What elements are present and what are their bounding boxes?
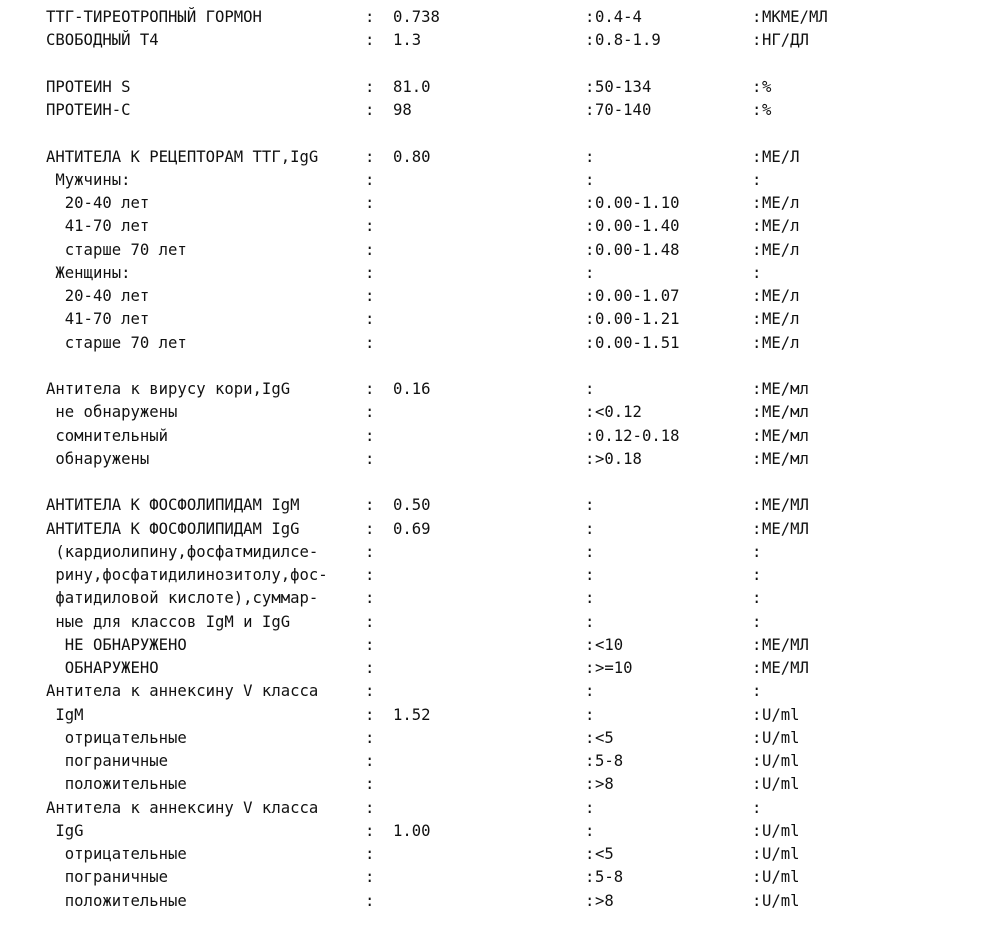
unit-separator: : (752, 821, 762, 840)
unit: U/ml (762, 845, 800, 863)
result-row (0, 99, 1000, 122)
test-name: 41-70 лет (46, 217, 150, 236)
lab-results-sheet (0, 6, 1000, 913)
reference-separator: : (585, 170, 595, 189)
name-separator: : (365, 287, 375, 305)
name-separator: : (365, 612, 375, 631)
result-row (0, 843, 1000, 866)
test-name: ПРОТЕИН S (46, 77, 131, 96)
reference-separator: : (585, 891, 595, 910)
unit: МЕ/МЛ (762, 635, 809, 654)
reference-separator: : (585, 217, 595, 236)
reference-range: 5-8 (595, 868, 624, 887)
result-row (0, 378, 1000, 401)
unit-separator: : (752, 496, 762, 515)
unit-separator: : (752, 77, 762, 96)
reference-range: >=10 (595, 659, 633, 677)
reference-range: 0.00-1.07 (595, 287, 680, 305)
reference-separator: : (585, 380, 595, 398)
test-name: Антитела к аннексину V класса (46, 682, 319, 701)
unit-separator: : (752, 566, 762, 584)
test-name: СВОБОДНЫЙ Т4 (46, 31, 159, 50)
test-name: 20-40 лет (46, 194, 150, 212)
name-separator: : (365, 8, 375, 26)
blank-line (0, 355, 1000, 378)
test-name: IgG (46, 821, 84, 840)
name-separator: : (365, 845, 375, 863)
result-row (0, 29, 1000, 52)
unit: МЕ/МЛ (762, 519, 809, 538)
reference-separator: : (585, 287, 595, 305)
unit-separator: : (752, 403, 762, 422)
unit: МЕ/л (762, 240, 800, 259)
name-separator: : (365, 217, 375, 236)
reference-separator: : (585, 612, 595, 631)
unit: U/ml (762, 821, 800, 840)
test-name: обнаружены (46, 449, 150, 468)
test-name: ные для классов IgM и IgG (46, 612, 291, 631)
reference-range: <0.12 (595, 403, 642, 422)
unit-separator: : (752, 775, 762, 794)
name-separator: : (365, 77, 375, 96)
result-value: 1.52 (393, 705, 431, 724)
name-separator: : (365, 170, 375, 189)
blank-line (0, 122, 1000, 145)
result-row (0, 890, 1000, 913)
unit: МЕ/л (762, 333, 800, 352)
unit: МЕ/МЛ (762, 659, 809, 677)
reference-separator: : (585, 426, 595, 445)
reference-range: 0.12-0.18 (595, 426, 680, 445)
test-name: НЕ ОБНАРУЖЕНО (46, 635, 187, 654)
name-separator: : (365, 798, 375, 817)
reference-separator: : (585, 147, 595, 166)
unit: U/ml (762, 752, 800, 770)
result-row (0, 704, 1000, 727)
reference-range: >8 (595, 891, 614, 910)
reference-separator: : (585, 240, 595, 259)
unit-separator: : (752, 333, 762, 352)
unit-separator: : (752, 728, 762, 747)
test-name: 41-70 лет (46, 310, 150, 329)
blank-line (0, 53, 1000, 76)
name-separator: : (365, 868, 375, 887)
reference-range: 5-8 (595, 752, 624, 770)
result-row (0, 425, 1000, 448)
test-name: 20-40 лет (46, 287, 150, 305)
unit-separator: : (752, 194, 762, 212)
unit-separator: : (752, 263, 762, 282)
result-row (0, 215, 1000, 238)
reference-separator: : (585, 682, 595, 701)
name-separator: : (365, 426, 375, 445)
result-row (0, 587, 1000, 610)
reference-range: >0.18 (595, 449, 642, 468)
name-separator: : (365, 449, 375, 468)
unit: U/ml (762, 705, 800, 724)
name-separator: : (365, 659, 375, 677)
name-separator: : (365, 333, 375, 352)
reference-separator: : (585, 845, 595, 863)
unit-separator: : (752, 891, 762, 910)
reference-separator: : (585, 101, 595, 119)
unit-separator: : (752, 380, 762, 398)
unit-separator: : (752, 589, 762, 608)
unit-separator: : (752, 752, 762, 770)
unit: МЕ/мл (762, 403, 809, 422)
unit-separator: : (752, 635, 762, 654)
name-separator: : (365, 310, 375, 329)
result-row (0, 541, 1000, 564)
result-value: 0.69 (393, 519, 431, 538)
unit: U/ml (762, 728, 800, 747)
unit: U/ml (762, 868, 800, 887)
test-name: АНТИТЕЛА К ФОСФОЛИПИДАМ IgM (46, 496, 300, 515)
name-separator: : (365, 728, 375, 747)
result-row (0, 866, 1000, 889)
unit: U/ml (762, 891, 800, 910)
name-separator: : (365, 147, 375, 166)
test-name: отрицательные (46, 845, 187, 863)
unit-separator: : (752, 868, 762, 887)
test-name: не обнаружены (46, 403, 178, 422)
result-row (0, 448, 1000, 471)
result-row (0, 518, 1000, 541)
unit-separator: : (752, 705, 762, 724)
result-row (0, 239, 1000, 262)
unit-separator: : (752, 217, 762, 236)
reference-separator: : (585, 566, 595, 584)
unit-separator: : (752, 147, 762, 166)
reference-range: 0.00-1.21 (595, 310, 680, 329)
reference-separator: : (585, 752, 595, 770)
test-name: старше 70 лет (46, 333, 187, 352)
result-value: 0.738 (393, 8, 440, 26)
test-name: отрицательные (46, 728, 187, 747)
unit-separator: : (752, 310, 762, 329)
unit: МЕ/МЛ (762, 496, 809, 515)
result-value: 81.0 (393, 77, 431, 96)
blank-line (0, 471, 1000, 494)
reference-separator: : (585, 194, 595, 212)
name-separator: : (365, 566, 375, 584)
result-row (0, 797, 1000, 820)
test-name: ПРОТЕИН-С (46, 101, 131, 119)
reference-separator: : (585, 31, 595, 50)
reference-range: 0.00-1.51 (595, 333, 680, 352)
unit: МЕ/л (762, 310, 800, 329)
unit-separator: : (752, 287, 762, 305)
name-separator: : (365, 263, 375, 282)
reference-range: 0.4-4 (595, 8, 642, 26)
test-name: Женщины: (46, 263, 131, 282)
reference-separator: : (585, 659, 595, 677)
test-name: фатидиловой кислоте),суммар- (46, 589, 319, 608)
result-row (0, 680, 1000, 703)
unit-separator: : (752, 845, 762, 863)
unit-separator: : (752, 170, 762, 189)
unit: % (762, 101, 772, 119)
reference-range: <5 (595, 845, 614, 863)
unit-separator: : (752, 798, 762, 817)
reference-separator: : (585, 333, 595, 352)
result-row (0, 192, 1000, 215)
test-name: Антитела к аннексину V класса (46, 798, 319, 817)
unit-separator: : (752, 240, 762, 259)
test-name: АНТИТЕЛА К РЕЦЕПТОРАМ ТТГ,IgG (46, 147, 319, 166)
result-value: 0.80 (393, 147, 431, 166)
reference-separator: : (585, 449, 595, 468)
name-separator: : (365, 542, 375, 561)
unit: U/ml (762, 775, 800, 794)
name-separator: : (365, 496, 375, 515)
unit: МЕ/л (762, 287, 800, 305)
reference-range: >8 (595, 775, 614, 794)
name-separator: : (365, 821, 375, 840)
unit-separator: : (752, 101, 762, 119)
test-name: Мужчины: (46, 170, 131, 189)
name-separator: : (365, 101, 375, 119)
result-row (0, 169, 1000, 192)
result-value: 98 (393, 101, 412, 119)
reference-separator: : (585, 775, 595, 794)
test-name: Антитела к вирусу кори,IgG (46, 380, 291, 398)
test-name: положительные (46, 775, 187, 794)
result-row (0, 285, 1000, 308)
result-row (0, 401, 1000, 424)
result-value: 1.3 (393, 31, 422, 50)
unit-separator: : (752, 31, 762, 50)
reference-separator: : (585, 798, 595, 817)
unit-separator: : (752, 659, 762, 677)
unit-separator: : (752, 8, 762, 26)
result-value: 0.50 (393, 496, 431, 515)
test-name: АНТИТЕЛА К ФОСФОЛИПИДАМ IgG (46, 519, 300, 538)
name-separator: : (365, 752, 375, 770)
reference-separator: : (585, 728, 595, 747)
test-name: старше 70 лет (46, 240, 187, 259)
unit: НГ/ДЛ (762, 31, 809, 50)
reference-separator: : (585, 542, 595, 561)
result-row (0, 6, 1000, 29)
name-separator: : (365, 194, 375, 212)
name-separator: : (365, 31, 375, 50)
test-name: рину,фосфатидилинозитолу,фос- (46, 566, 328, 584)
result-row (0, 308, 1000, 331)
name-separator: : (365, 775, 375, 794)
reference-separator: : (585, 8, 595, 26)
reference-range: <10 (595, 635, 624, 654)
test-name: пограничные (46, 868, 169, 887)
unit-separator: : (752, 612, 762, 631)
reference-separator: : (585, 589, 595, 608)
test-name: положительные (46, 891, 187, 910)
result-row (0, 611, 1000, 634)
name-separator: : (365, 240, 375, 259)
test-name: ТТГ-ТИРЕОТРОПНЫЙ ГОРМОН (46, 8, 262, 26)
result-row (0, 727, 1000, 750)
result-row (0, 494, 1000, 517)
name-separator: : (365, 589, 375, 608)
reference-range: 0.00-1.48 (595, 240, 680, 259)
reference-separator: : (585, 77, 595, 96)
unit: МЕ/Л (762, 147, 800, 166)
name-separator: : (365, 635, 375, 654)
result-row (0, 146, 1000, 169)
unit: МЕ/мл (762, 426, 809, 445)
reference-range: <5 (595, 728, 614, 747)
unit: МЕ/мл (762, 380, 809, 398)
unit: МЕ/л (762, 194, 800, 212)
reference-separator: : (585, 496, 595, 515)
test-name: пограничные (46, 752, 169, 770)
unit-separator: : (752, 426, 762, 445)
result-row (0, 76, 1000, 99)
unit: МЕ/мл (762, 449, 809, 468)
test-name: ОБНАРУЖЕНО (46, 659, 159, 677)
unit: МЕ/л (762, 217, 800, 236)
unit-separator: : (752, 682, 762, 701)
reference-separator: : (585, 403, 595, 422)
result-row (0, 634, 1000, 657)
reference-separator: : (585, 519, 595, 538)
reference-range: 50-134 (595, 77, 652, 96)
result-row (0, 564, 1000, 587)
name-separator: : (365, 705, 375, 724)
reference-range: 0.8-1.9 (595, 31, 661, 50)
reference-range: 0.00-1.10 (595, 194, 680, 212)
result-row (0, 332, 1000, 355)
unit: % (762, 77, 772, 96)
name-separator: : (365, 403, 375, 422)
unit-separator: : (752, 519, 762, 538)
name-separator: : (365, 891, 375, 910)
result-row (0, 820, 1000, 843)
reference-separator: : (585, 635, 595, 654)
name-separator: : (365, 519, 375, 538)
test-name: (кардиолипину,фосфатмидилсе- (46, 542, 319, 561)
reference-separator: : (585, 705, 595, 724)
name-separator: : (365, 380, 375, 398)
reference-separator: : (585, 310, 595, 329)
reference-separator: : (585, 868, 595, 887)
reference-range: 0.00-1.40 (595, 217, 680, 236)
result-row (0, 262, 1000, 285)
unit: МКМЕ/МЛ (762, 8, 828, 26)
result-row (0, 750, 1000, 773)
unit-separator: : (752, 542, 762, 561)
test-name: IgM (46, 705, 84, 724)
test-name: сомнительный (46, 426, 169, 445)
unit-separator: : (752, 449, 762, 468)
result-value: 0.16 (393, 380, 431, 398)
reference-range: 70-140 (595, 101, 652, 119)
name-separator: : (365, 682, 375, 701)
reference-separator: : (585, 821, 595, 840)
result-row (0, 773, 1000, 796)
result-row (0, 657, 1000, 680)
result-value: 1.00 (393, 821, 431, 840)
reference-separator: : (585, 263, 595, 282)
